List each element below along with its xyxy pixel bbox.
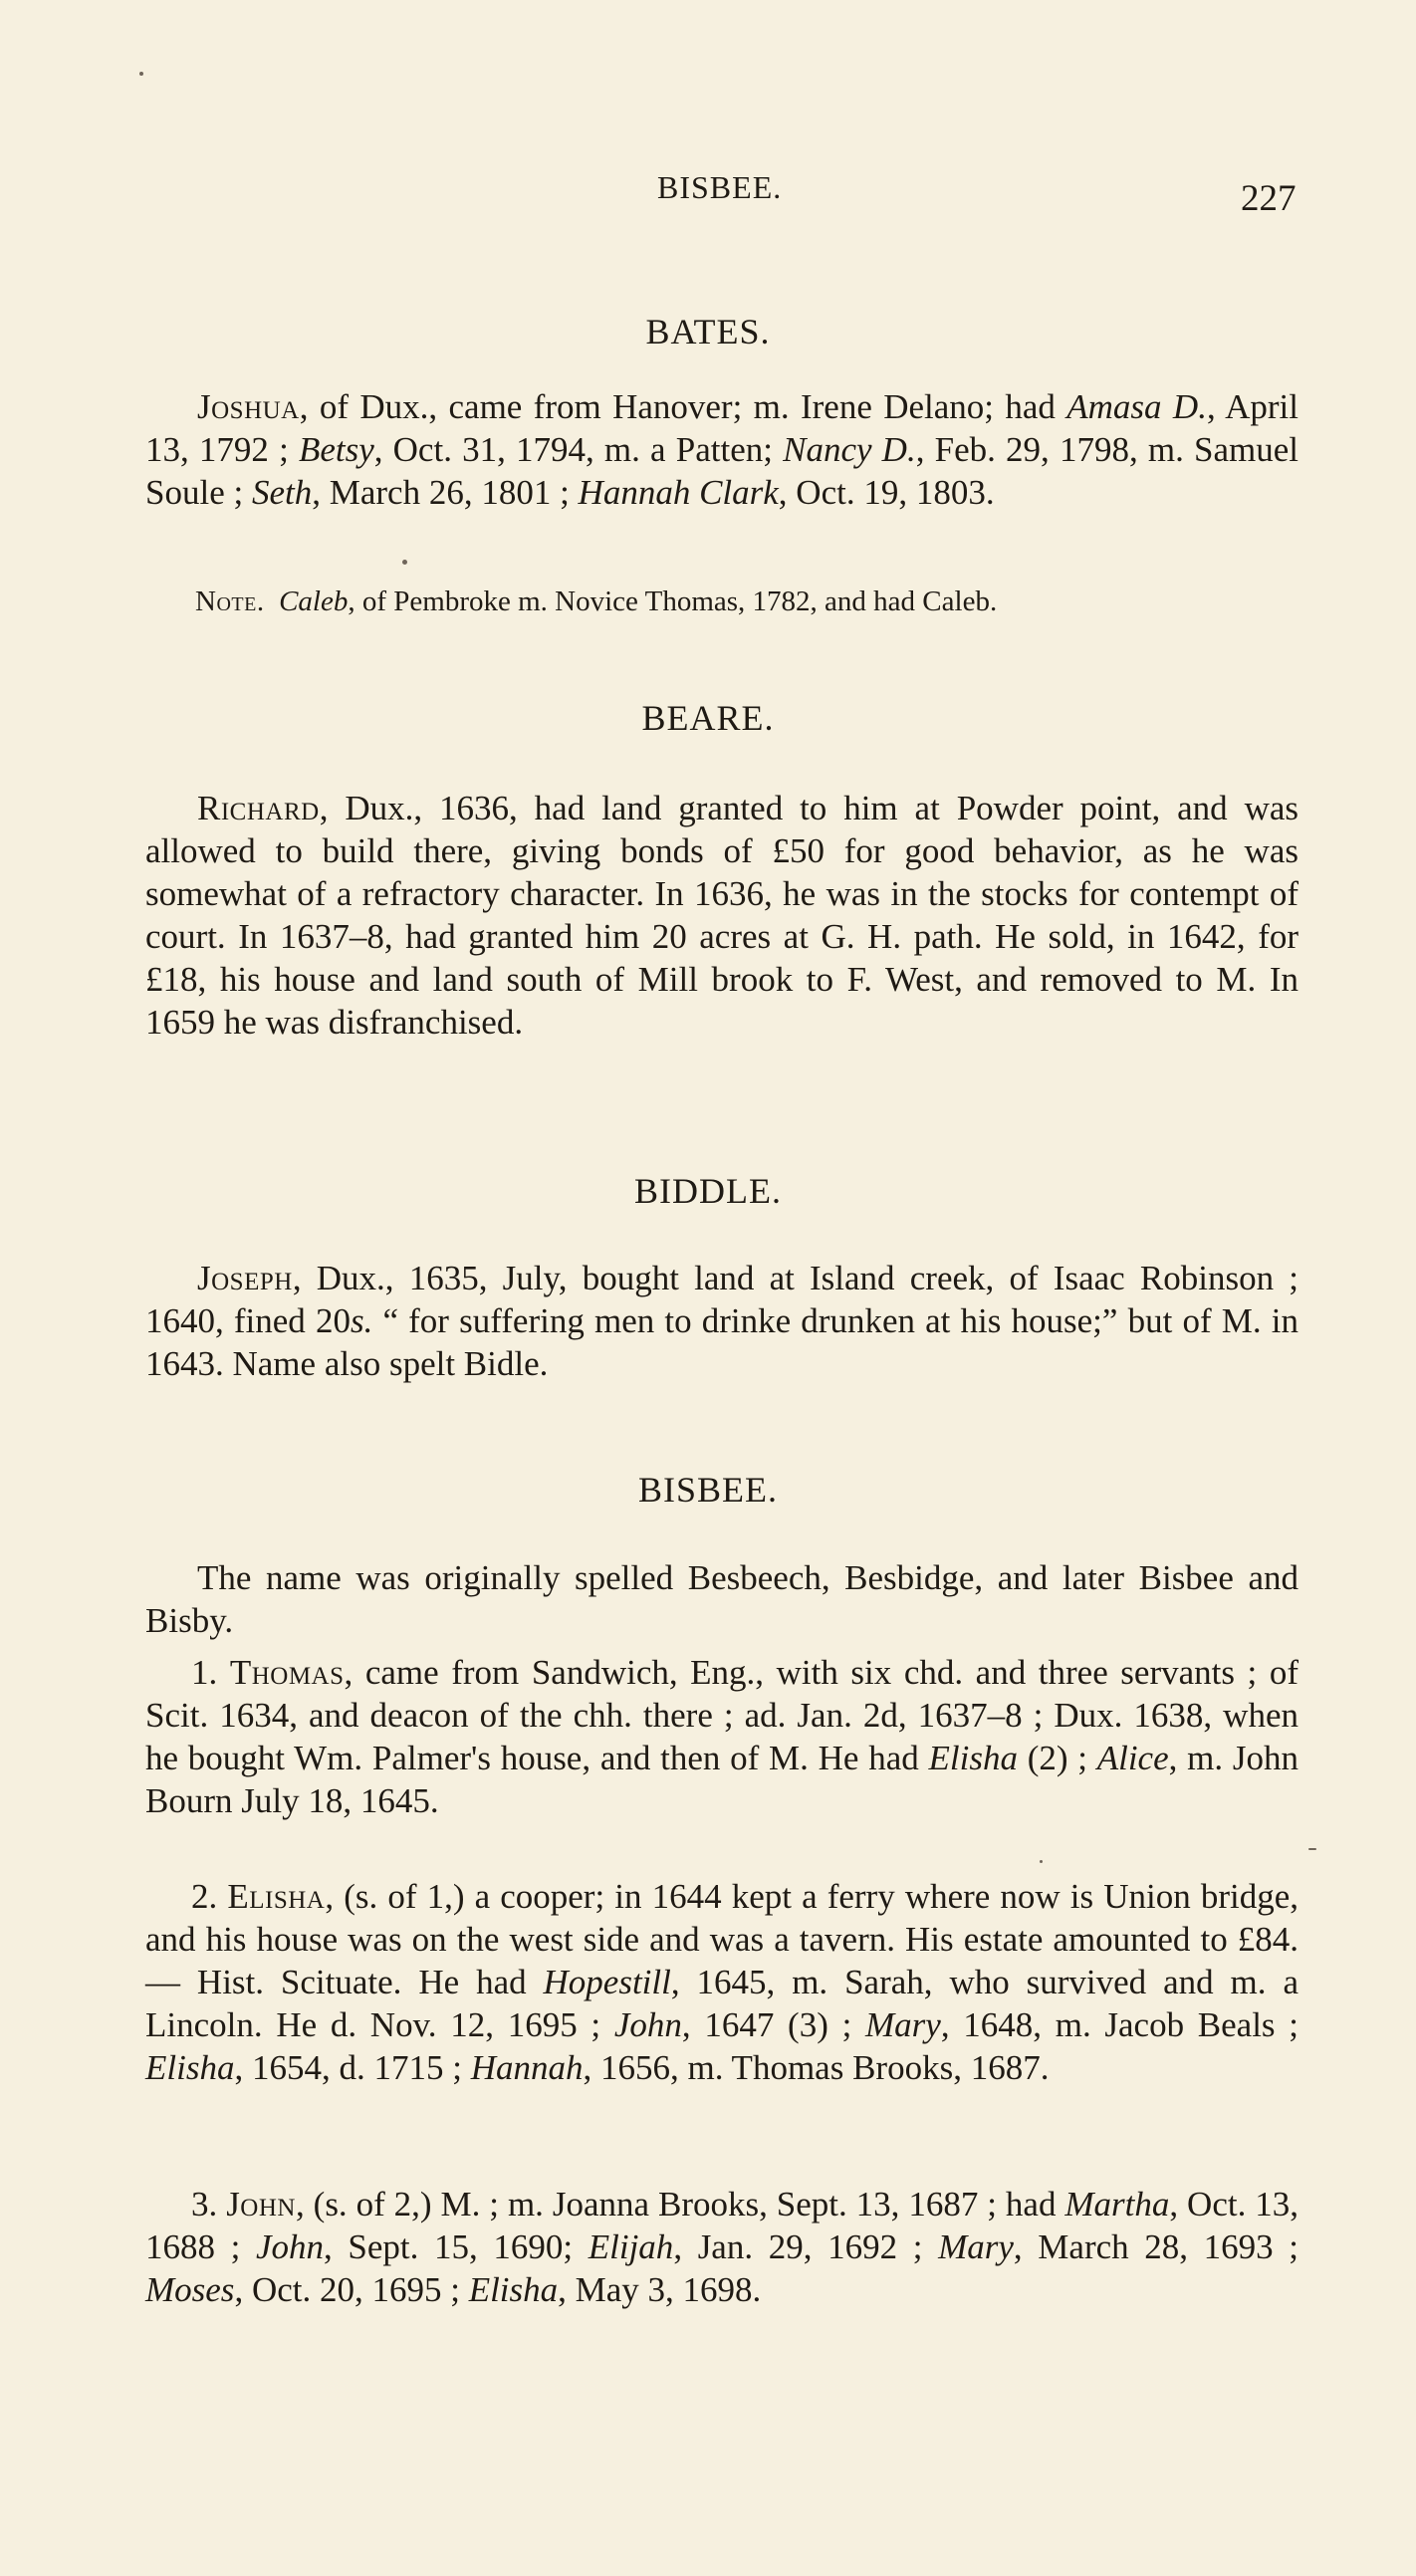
running-head: BISBEE.: [657, 169, 783, 205]
section-heading-biddle: BIDDLE.: [634, 1171, 782, 1211]
person-name: Joseph: [197, 1259, 293, 1297]
person-name: Elisha: [227, 1877, 326, 1916]
paragraph-biddle-joseph: Joseph, Dux., 1635, July, bought land at Island creek, of Isaac Robinson ; 1640, fined 20s. “ for suffering men to drinke drunken at his house;” but of M. in 1643. Name also spelt Bidle.: [145, 1259, 1298, 1383]
page-number: 227: [1241, 178, 1297, 219]
section-heading-beare: BEARE.: [641, 698, 775, 738]
paragraph-bisbee-elisha: 2. Elisha, (s. of 1,) a cooper; in 1644 kept a ferry where now is Union bridge, and his house was on the west side and was a tavern. His estate amounted to £84. — Hist. Scituate. He had Hopestill, 1645, m. Sarah, who survived and m. a Lincoln. He d. Nov. 12, 1695 ; John, 1647 (3) ; Mary, 1648, m. Jacob Beals ; Elisha, 1654, d. 1715 ; Hannah, 1656, m. Thomas Brooks, 1687.: [145, 1877, 1299, 2087]
paragraph-bisbee-john: 3. John, (s. of 2,) M. ; m. Joanna Brooks, Sept. 13, 1687 ; had Martha, Oct. 13, 1688 ; John, Sept. 15, 1690; Elijah, Jan. 29, 1692 ; Mary, March 28, 1693 ; Moses, Oct. 20, 1695 ; Elisha, May 3, 1698.: [145, 2185, 1299, 2309]
person-name: Joshua: [197, 387, 300, 426]
note-label: Note.: [195, 585, 265, 617]
person-name: Richard: [197, 789, 320, 827]
person-name: John: [226, 2185, 296, 2224]
paper-speck: [139, 72, 143, 76]
note-bates: Note. Caleb, of Pembroke m. Novice Thomas, 1782, and had Caleb.: [195, 585, 998, 617]
section-heading-bates: BATES.: [645, 312, 771, 351]
paper-speck: [402, 560, 407, 565]
paragraph-bates-joshua: Joshua, of Dux., came from Hanover; m. Irene Delano; had Amasa D., April 13, 1792 ; Betsy, Oct. 31, 1794, m. a Patten; Nancy D., Feb. 29, 1798, m. Samuel Soule ; Seth, March 26, 1801 ; Hannah Clark, Oct. 19, 1803.: [145, 387, 1299, 512]
paper-speck: [1040, 1860, 1043, 1863]
paragraph-bisbee-intro: The name was originally spelled Besbeech, Besbidge, and later Bisbee and Bisby.: [145, 1558, 1298, 1640]
paragraph-bisbee-thomas: 1. Thomas, came from Sandwich, Eng., with six chd. and three servants ; of Scit. 1634, and deacon of the chh. there ; ad. Jan. 2d, 1637–8 ; Dux. 1638, when he bought Wm. Palmer's house, and then of M. He had Elisha (2) ; Alice, m. John Bourn July 18, 1645.: [145, 1653, 1299, 1820]
paper-speck: [1308, 1848, 1316, 1850]
section-heading-bisbee: BISBEE.: [637, 1470, 778, 1510]
paragraph-beare-richard: Richard, Dux., 1636, had land granted to him at Powder point, and was allowed to build there, giving bonds of £50 for good behavior, as he was somewhat of a refractory character. In 1636, he was in the stocks for contempt of court. In 1637–8, had granted him 20 acres at G. H. path. He sold, in 1642, for £18, his house and land south of Mill brook to F. West, and removed to M. In 1659 he was disfranchised.: [145, 789, 1298, 1042]
person-name: Thomas: [229, 1653, 345, 1692]
